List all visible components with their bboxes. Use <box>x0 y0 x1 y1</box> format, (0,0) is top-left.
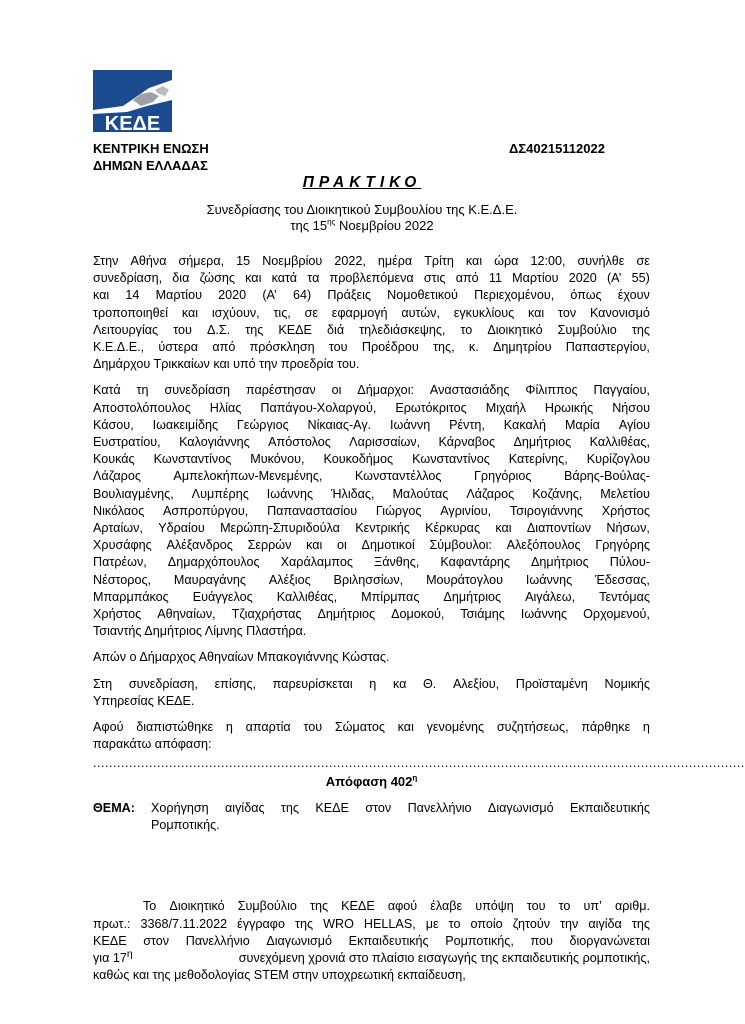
decision-line-4-post: συνεχόμενη χρονιά στο πλαίσιο εισαγωγής της εκπαιδευτικής ρομποτικής, <box>238 950 650 965</box>
text-line: Λάζαρος Αμπελοκήπων-Μενεμένης, Κωνσταντέλλος Γρηγόριος Βάρης-Βούλας- <box>93 469 650 484</box>
subtitle-date-sup: ης <box>327 217 336 227</box>
text-line: Υπηρεσίας ΚΕΔΕ. <box>93 693 195 708</box>
text-line: Αφού διαπιστώθηκε η απαρτία του Σώματος και γενομένης συζητήσεως, πάρθηκε η <box>93 720 650 735</box>
legal-presence-paragraph <box>93 676 650 710</box>
text-line: Νικόλαος Ασπροπύργου, Παπαναστασίου Γιώργος Αγρινίου, Τσιρογιάννης Χρήστος <box>93 503 650 518</box>
text-line: Στην Αθήνα σήμερα, 15 Νοεμβρίου 2022, ημέρα Τρίτη και ώρα 12:00, συνήλθε σε <box>93 254 650 268</box>
text-line: Χρυσάφης Αλέξανδρος Σερρών και οι Δημοτικοί Σύμβουλοι: Αλεξόπουλος Γρηγόρης <box>93 538 650 553</box>
text-line: και 14 Μαρτίου 2020 (Α’ 64) Πράξεις Νομοθετικού Περιεχομένου, όπως έχουν <box>93 288 650 303</box>
opening-paragraph <box>93 253 650 373</box>
subtitle-date-pre: της 15 <box>290 218 328 233</box>
subject-label: ΘΕΜΑ: <box>93 800 135 815</box>
subtitle-line-1: Συνεδρίασης του Διοικητικού Συμβουλίου της Κ.Ε.Δ.Ε. <box>206 202 518 217</box>
text-line: συνεδρίαση, δια ζώσης και κατά τα προβλεπόμενα στις από 11 Μαρτίου 2020 (Α’ 55) <box>93 271 650 286</box>
text-line: Δημάρχου Τρικκαίων και υπό την προεδρία του. <box>93 357 360 372</box>
text-line: Τσιαντής Δημήτριος Λίμνης Πλαστήρα. <box>93 624 307 639</box>
logo-text: ΚΕΔΕ <box>104 113 161 135</box>
document-title: ΠΡΑΚΤΙΚΟ <box>302 174 422 191</box>
attendees-paragraph <box>93 382 650 640</box>
org-line-2: ΔΗΜΩΝ ΕΛΛΑΔΑΣ <box>93 158 208 173</box>
text-line: Κουκάς Κωνσταντίνος Μυκόνου, Κουκοδήμος Κωνσταντίνος Κατερίνης, Κυρίζογλου <box>93 452 650 467</box>
decision-paragraph <box>93 898 650 984</box>
text-line: Αρταίων, Υδραίου Μερώπη-Σπυριδούλα Κεντρικής Κέρκυρας και Διαποντίων Νήσων, <box>93 521 650 536</box>
text-line: παρακάτω απόφαση: <box>93 737 212 752</box>
text-line: Λειτουργίας του Δ.Σ. της ΚΕΔΕ διά τηλεδιάσκεψης, το Διοικητικό Συμβούλιο της <box>93 322 650 337</box>
separator-line: ................................................................................................................................................................... <box>93 756 745 771</box>
decision-line-5: καθώς και της μεθοδολογίας STEM στην υποχρεωτική εκπαίδευση, <box>93 968 466 983</box>
text-line: Κατά τη συνεδρίαση παρέστησαν οι Δήμαρχοι: Αναστασιάδης Φίλιππος Παγγαίου, <box>93 383 650 398</box>
text-line: Κ.Ε.Δ.Ε., ύστερα από πρόσκληση του Προέδρου της, κ. Δημητρίου Παπαστεργίου, <box>93 340 650 355</box>
text-line: Κάσου, Ιωακειμίδης Γεώργιος Νίκαιας-Αγ. Ιωάννη Ρέντη, Κακαλή Μαρία Αγίου <box>93 417 650 432</box>
subtitle-date-post: Νοεμβρίου 2022 <box>335 218 434 233</box>
org-line-1: ΚΕΝΤΡΙΚΗ ΕΝΩΣΗ <box>93 141 209 156</box>
text-line: Απών ο Δήμαρχος Αθηναίων Μπακογιάννης Κώστας. <box>93 650 390 665</box>
subject-block <box>93 800 650 834</box>
decision-heading <box>93 773 650 790</box>
subject-text <box>151 800 650 834</box>
subtitle-line-2 <box>0 218 724 234</box>
text-line: Βουλιαγμένης, Λυμπέρης Ιωάννης Ήλιδας, Μαλούτας Λάζαρος Κοζάνης, Μελετίου <box>93 486 650 501</box>
decision-line-4 <box>93 947 650 967</box>
decision-line-1: Το Διοικητικό Συμβούλιο της ΚΕΔΕ αφού έλαβε υπόψη του το υπ’ αριθμ. <box>143 899 650 914</box>
document-code: ΔΣ40215112022 <box>509 141 605 156</box>
text-line: Μπαρμπάκος Ευάγγελος Καλλιθέας, Μπίρμπας Δημήτριος Αιγάλεω, Τεντόμας <box>93 589 650 604</box>
document-body <box>93 253 745 984</box>
subject-line-1: Χορήγηση αιγίδας της ΚΕΔΕ στον Πανελλήνιο Διαγωνισμό Εκπαιδευτικής <box>151 800 650 815</box>
text-line: Αποστολόπουλος Ηλίας Παπάγου-Χολαργού, Ερωτόκριτος Μιχαήλ Ηρωικής Νήσου <box>93 400 650 415</box>
quorum-paragraph <box>93 719 650 753</box>
subject-line-2: Ρομποτικής. <box>151 818 220 833</box>
text-line: Χρήστος Αθηναίων, Τζιαχρήστας Δημήτριος Δομοκού, Τσιάμης Ιωάννης Ορχομενού, <box>93 607 650 622</box>
text-line: Πατρέων, Δημαρχόπουλος Χαράλαμπος Ξάνθης, Καφαντάρης Δημήτριος Πύλου- <box>93 555 650 570</box>
text-line: Στη συνεδρίαση, επίσης, παρευρίσκεται η κα Θ. Αλεξίου, Προϊσταμένη Νομικής <box>93 676 650 691</box>
decision-line-2: πρωτ.: 3368/7.11.2022 έγγραφο της WRO HELLAS, με το οποίο ζητούν την αιγίδα της <box>93 916 650 931</box>
decision-line-3: ΚΕΔΕ στον Πανελλήνιο Διαγωνισμό Εκπαιδευτικής Ρομποτικής, που διοργανώνεται <box>93 933 650 948</box>
kede-logo <box>93 70 172 135</box>
decision-label: Απόφαση 402 <box>325 773 413 789</box>
organization-name <box>93 140 209 174</box>
text-line: Ευστρατίου, Καλογιάννης Απόστολος Λαρισσαίων, Κάρναβος Δημήτριος Καλλιθέας, <box>93 435 650 450</box>
decision-sup: η <box>412 773 418 783</box>
document-subtitle <box>0 202 724 234</box>
decision-line-4-pre: για $17^\eta$ <box>93 947 133 965</box>
text-line: τροποποιηθεί και ισχύουν, τις, σε εφαρμογή αυτών, εγκυκλίους και τον Κανονισμό <box>93 305 650 320</box>
text-line: Νέστορος, Μαυραγάνης Αλέξιος Βριλησσίων, Μουράτογλου Ιωάννης Έδεσσας, <box>93 572 650 587</box>
absent-paragraph <box>93 649 650 666</box>
